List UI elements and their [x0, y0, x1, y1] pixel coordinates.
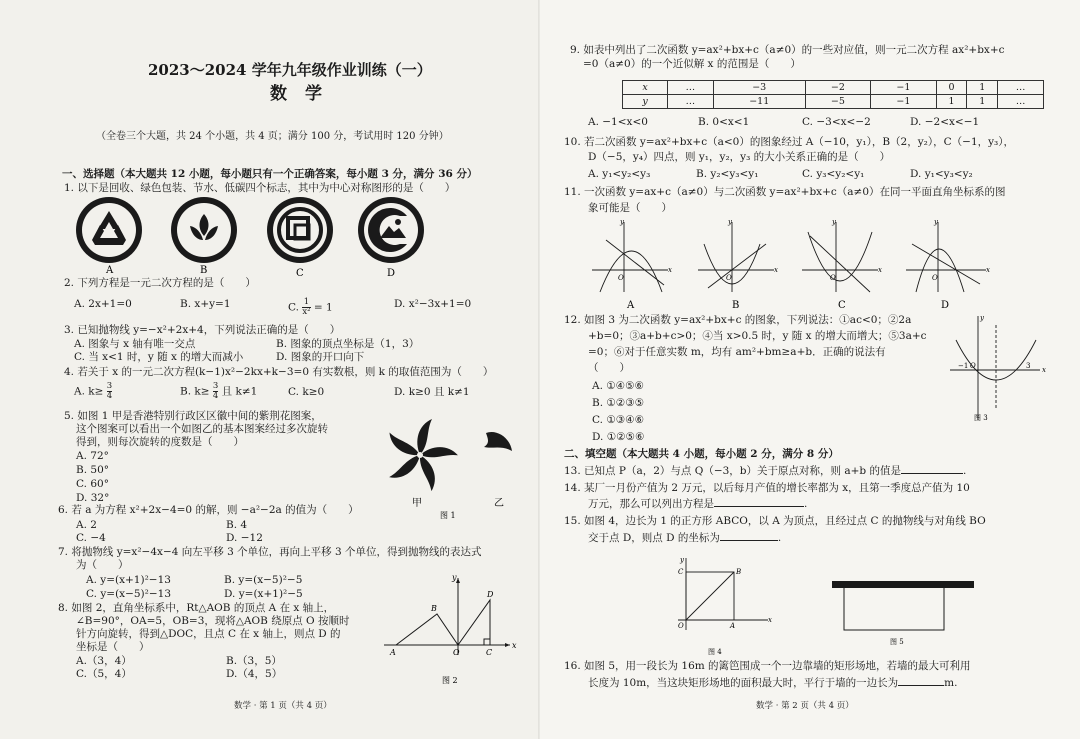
q10-opt-c: C. y₃<y₂<y₁: [802, 168, 865, 180]
fig2-triangle-aob: [396, 614, 458, 645]
svg-text:y: y: [620, 218, 624, 226]
q2-opt-a: A. 2x+1=0: [74, 298, 132, 310]
q8-line-4: 坐标是（ ）: [76, 641, 150, 653]
q15-line-1: 15. 如图 4，边长为 1 的正方形 ABCO，以 A 为顶点，且经过点 C 的抛物线与对角线 BO: [564, 515, 986, 527]
q5-opt-b: B. 50°: [76, 464, 110, 476]
q16-line-1: 16. 如图 5，用一段长为 16m 的篱笆围成一个一边靠墙的矩形场地，若墙的最大可利用: [564, 660, 971, 672]
q8-opt-d: D.（4，5）: [226, 668, 283, 680]
fig4-label-b: B: [736, 568, 742, 576]
q1-label-a: A: [106, 265, 114, 276]
svg-text:O: O: [618, 274, 624, 282]
q11-label-a: A: [627, 300, 635, 311]
fig1-caption: 图 1: [440, 511, 456, 520]
svg-text:O: O: [726, 274, 732, 282]
q12-opt-b: B. ①②③⑤: [592, 397, 645, 409]
q12-line-2: +b=0；③a+b+c>0；④当 x>0.5 时，y 随 x 的增大而增大；⑤3a+c: [588, 330, 927, 342]
q4-stem: 4. 若关于 x 的一元二次方程(k−1)x²−2kx+k−3=0 有实数根，则 k 的取值范围为（ ）: [64, 366, 494, 378]
fig2-caption: 图 2: [442, 676, 458, 685]
figure-5: [540, 0, 1080, 739]
q5-line-3: 得到，则每次旋转的度数是（ ）: [76, 436, 244, 448]
q10-opt-d: D. y₁<y₃<y₂: [910, 168, 973, 180]
fig3-label-y: y: [980, 314, 984, 322]
q4-opt-d: D. k≥0 且 k≠1: [394, 386, 470, 398]
q6-opt-b: B. 4: [226, 519, 248, 531]
q1-label-c: C: [296, 268, 304, 279]
q14-line-1: 14. 某厂一月份产值为 2 万元，以后每月产值的增长率都为 x，且第一季度总产值为 10: [564, 482, 970, 494]
svg-text:y: y: [934, 218, 938, 226]
table-row: x … −3 −2 −1 0 1 …: [623, 81, 1044, 95]
q4-opt-a: A. k≥ $\frac{3}{4}$: [74, 381, 113, 401]
q8-opt-a: A.（3，4）: [76, 655, 132, 667]
q9-opt-d: D. −2<x<−1: [910, 116, 980, 128]
q1-label-d: D: [387, 268, 396, 279]
q9-opt-b: B. 0<x<1: [698, 116, 750, 128]
q1-label-b: B: [200, 265, 208, 276]
svg-text:x: x: [668, 266, 672, 274]
fig4-label-o: O: [678, 622, 684, 630]
fig4-label-c: C: [678, 568, 684, 576]
fig2-triangle-doc: [458, 600, 490, 645]
q6-opt-a: A. 2: [76, 519, 97, 531]
table-row: y … −11 −5 −1 1 1 …: [623, 95, 1044, 109]
fig2-label-a: A: [390, 648, 396, 657]
q12-opt-a: A. ①④⑤⑥: [592, 380, 644, 392]
svg-text:x: x: [986, 266, 990, 274]
q6-stem: 6. 若 a 为方程 x²+2x−4=0 的解，则 −a²−2a 的值为（ ）: [58, 504, 359, 516]
q10-opt-b: B. y₂<y₃<y₁: [696, 168, 759, 180]
q5-opt-d: D. 32°: [76, 492, 110, 504]
exam-title: 2023～2024 学年九年级作业训练（一）: [148, 61, 432, 79]
svg-text:x: x: [774, 266, 778, 274]
fig2-label-b: B: [431, 604, 437, 613]
exam-note: （全卷三个大题，共 24 个小题，共 4 页；满分 100 分，考试用时 120 分钟）: [96, 131, 449, 142]
q4-opt-b: B. k≥ $\frac{3}{4}$ 且 k≠1: [180, 381, 258, 401]
q8-opt-b: B.（3，5）: [226, 655, 282, 667]
q8-line-1: 8. 如图 2，直角坐标系中，Rt△AOB 的顶点 A 在 x 轴上，: [58, 602, 335, 614]
q16-line-2: 长度为 10m，当这块矩形场地的面积最大时，平行于墙的一边长为 m.: [588, 677, 958, 689]
fig1-label-yi: 乙: [494, 498, 504, 509]
q5-opt-c: C. 60°: [76, 478, 109, 490]
q11-line-2: 象可能是（ ）: [588, 202, 672, 214]
q14-line-2: 万元，那么可以列出方程是 .: [588, 498, 808, 510]
q9-line-1: 9. 如表中列出了二次函数 y=ax²+bx+c（a≠0）的一些对应值，则一元二次方程 ax²+bx+c: [570, 44, 1005, 56]
q8-line-2: ∠B=90°，OA=5，OB=3，现将△AOB 绕原点 O 按顺时: [76, 615, 350, 627]
q8-opt-c: C.（5，4）: [76, 668, 132, 680]
q4-opt-c: C. k≥0: [288, 386, 325, 398]
fig5-caption: 图 5: [890, 638, 904, 646]
q1-stem: 1. 以下是回收、绿色包装、节水、低碳四个标志，其中为中心对称图形的是（ ）: [64, 182, 456, 194]
q12-line-1: 12. 如图 3 为二次函数 y=ax²+bx+c 的图象，下列说法：①ac<0；②2a: [564, 314, 912, 326]
fig2-label-c: C: [486, 648, 493, 657]
fig5-wall: [832, 581, 974, 588]
q8-line-3: 针方向旋转，得到△DOC，且点 C 在 x 轴上，则点 D 的: [76, 628, 341, 640]
q7-opt-b: B. y=(x−5)²−5: [224, 574, 303, 586]
q2-stem: 2. 下列方程是一元二次方程的是（ ）: [64, 277, 256, 289]
q3-opt-a: A. 图象与 x 轴有唯一交点: [74, 338, 196, 350]
q2-opt-b: B. x+y=1: [180, 298, 231, 310]
svg-text:O: O: [830, 274, 836, 282]
q12-line-3: =0；⑥对于任意实数 m，均有 am²+bm≥a+b．正确的说法有: [588, 346, 886, 358]
q7-opt-d: D. y=(x+1)²−5: [224, 588, 303, 600]
q6-opt-d: D. −12: [226, 532, 263, 544]
svg-text:x: x: [878, 266, 882, 274]
q2-opt-d: D. x²−3x+1=0: [394, 298, 472, 310]
subject-title: 数学: [270, 84, 340, 104]
q3-opt-b: B. 图象的顶点坐标是（1，3）: [276, 338, 420, 350]
fig4-label-a: A: [730, 622, 736, 630]
q15-line-2: 交于点 D，则点 D 的坐标为 .: [588, 532, 782, 544]
q3-opt-d: D. 图象的开口向下: [276, 351, 365, 363]
q10-line-1: 10. 若二次函数 y=ax²+bx+c（a<0）的图象经过 A（−10，y₁），B（2，y₂），C（−1，y₃），: [564, 136, 1015, 148]
fig2-label-o: O: [453, 648, 460, 657]
q7-line-2: 为（ ）: [76, 559, 129, 571]
q3-opt-c: C. 当 x<1 时，y 随 x 的增大而减小: [74, 351, 244, 363]
q9-line-2: =0（a≠0）的一个近似解 x 的范围是（ ）: [583, 58, 801, 70]
fig3-label-x: x: [1042, 366, 1046, 374]
q12-opt-d: D. ①②⑤⑥: [592, 431, 645, 443]
section-1-heading: 一、选择题（本大题共 12 小题，每小题只有一个正确答案，每小题 3 分，满分 36 分）: [62, 168, 478, 180]
svg-text:y: y: [832, 218, 836, 226]
q11-label-b: B: [732, 300, 740, 311]
q5-opt-a: A. 72°: [76, 450, 109, 462]
q11-line-1: 11. 一次函数 y=ax+c（a≠0）与二次函数 y=ax²+bx+c（a≠0）在同一平面直角坐标系的图: [564, 186, 1006, 198]
fig4-label-x: x: [768, 616, 772, 624]
q5-line-2: 这个图案可以看出一个如图乙的基本图案经过多次旋转: [76, 423, 328, 435]
q5-line-1: 5. 如图 1 甲是香港特别行政区区徽中间的紫荆花图案，: [64, 410, 322, 422]
fig1-label-jia: 甲: [412, 498, 422, 509]
q12-opt-c: C. ①③④⑥: [592, 414, 644, 426]
fig2-label-x: x: [512, 641, 517, 650]
svg-text:O: O: [932, 274, 938, 282]
q10-line-2: D（−5，y₄）四点，则 y₁，y₂，y₃ 的大小关系正确的是（ ）: [588, 151, 891, 163]
page-2-footer: 数学 · 第 2 页（共 4 页）: [756, 701, 854, 711]
q11-label-d: D: [941, 300, 950, 311]
section-2-heading: 二、填空题（本大题共 4 小题，每小题 2 分，满分 8 分）: [564, 448, 839, 460]
q10-opt-a: A. y₁<y₂<y₃: [588, 168, 651, 180]
fig2-label-d: D: [487, 590, 494, 599]
fig3-label-neg1: −1: [958, 362, 969, 370]
q7-opt-a: A. y=(x+1)²−13: [86, 574, 171, 586]
q13-stem: 13. 已知点 P（a，2）与点 Q（−3，b）关于原点对称，则 a+b 的值是 .: [564, 465, 967, 477]
fig3-caption: 图 3: [974, 414, 988, 422]
fig4-caption: 图 4: [708, 648, 722, 656]
q9-opt-a: A. −1<x<0: [588, 116, 648, 128]
fig3-label-3: 3: [1026, 362, 1031, 370]
page-2: [540, 0, 1080, 739]
q7-opt-c: C. y=(x−5)²−13: [86, 588, 172, 600]
q3-stem: 3. 已知抛物线 y=−x²+2x+4，下列说法正确的是（ ）: [64, 324, 341, 336]
q7-line-1: 7. 将抛物线 y=x²−4x−4 向左平移 3 个单位，再向上平移 3 个单位，得到抛物线的表达式: [58, 546, 482, 558]
q11-label-c: C: [838, 300, 846, 311]
svg-text:y: y: [728, 218, 732, 226]
fig5-fence: [844, 588, 944, 630]
fig2-label-y: y: [452, 573, 457, 582]
fig3-label-o: O: [970, 362, 976, 370]
q2-opt-c: C. $\frac{1}{\text{x²}}$ = 1: [288, 297, 333, 317]
q6-opt-c: C. −4: [76, 532, 106, 544]
q12-line-4: （ ）: [588, 362, 630, 374]
page-1-footer: 数学 · 第 1 页（共 4 页）: [234, 701, 332, 711]
q9-opt-c: C. −3<x<−2: [802, 116, 871, 128]
fig4-label-y: y: [680, 556, 684, 564]
